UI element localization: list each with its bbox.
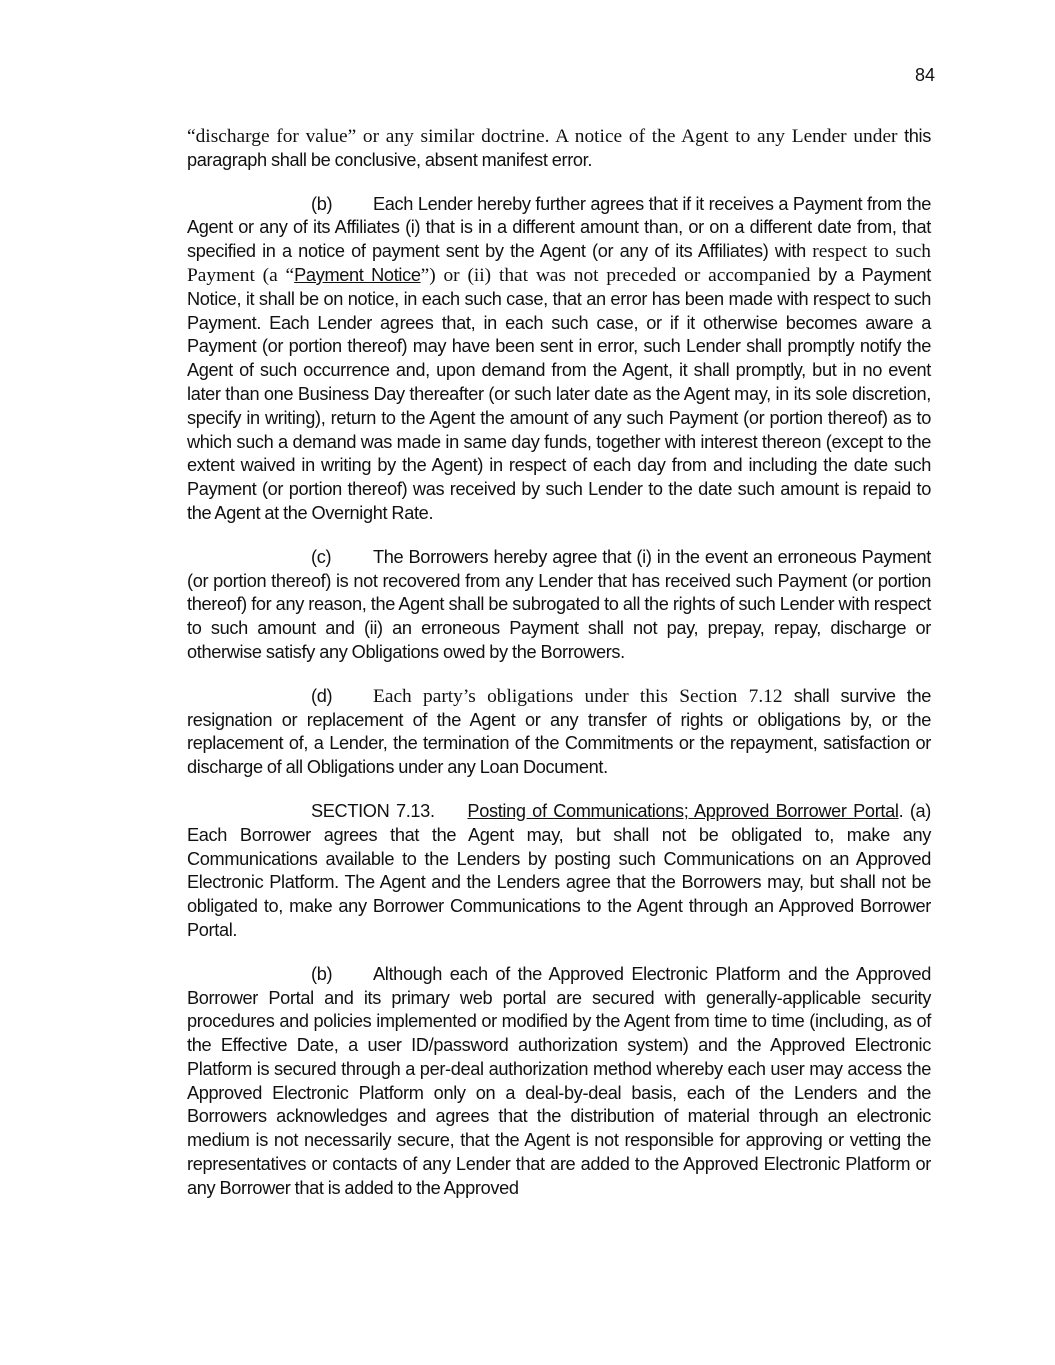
paragraph-text-serif: ”) or (ii) that was not preceded or accompanied (420, 264, 811, 286)
paragraph-text-serif: Each party’s obligations under this Section 7.12 (373, 685, 783, 707)
paragraph-label: (b) (311, 963, 333, 984)
section-heading: Posting of Communications; Approved Borrower Portal (467, 800, 899, 821)
paragraph-text-serif: respect to such Payment (a “ (187, 241, 931, 286)
paragraph-7-12-b (187, 193, 931, 526)
paragraph-text: The Borrowers hereby agree that (i) in the event an erroneous Payment (or portion thereof) is not recovered from any Lender that has received such Payment (or portion thereof) for any reason, the Agent shall be subrogated to all the rights of such Lender with respect to such amount and (ii) an erroneous Payment shall not pay, prepay, repay, discharge or otherwise satisfy any Obligations owed by the Borrowers. (187, 546, 931, 662)
document-body (187, 125, 931, 1221)
paragraph-text: (a) Each Borrower agrees that the Agent may, but shall not be obligated to, make any Communications available to the Lenders by posting such Communications on an Approved Electronic Platform. The Agent and the Lenders agree that the Borrowers may, but shall not be obligated to, make any Borrower Communications to the Agent through an Approved Borrower Portal. (187, 800, 931, 940)
paragraph-continuation (187, 125, 931, 173)
paragraph-text: Each Lender hereby further agrees that if it receives a Payment from the Agent or any of its Affiliates (i) that is in a different amount than, or on a different date from, that specified in a notice of payment sent by the Agent (or any of its Affiliates) with (187, 193, 931, 262)
paragraph-7-12-c (187, 546, 931, 665)
paragraph-label: (d) (311, 685, 333, 706)
defined-term-payment-notice: Payment Notice (294, 264, 421, 285)
paragraph-label: (b) (311, 193, 333, 214)
paragraph-text: Although each of the Approved Electronic Platform and the Approved Borrower Portal and its primary web portal are secured with generally-applicable security procedures and policies implemented or modified by the Agent from time to time (including, as of the Effective Date, a user ID/password authorization system) and the Approved Electronic Platform is secured through a per-deal authorization method whereby each user may access the Approved Electronic Platform only on a deal-by-deal basis, each of the Lenders and the Borrowers acknowledges and agrees that the distribution of material through an electronic medium is not necessarily secure, that the Agent is not responsible for approving or vetting the representatives or contacts of any Lender that are added to the Approved Electronic Platform or any Borrower that is added to the Approved (187, 963, 931, 1198)
paragraph-text: shall survive the resignation or replacement of the Agent or any transfer of rights or obligations by, or the replacement of, a Lender, the termination of the Commitments or the repayment, satisfaction or discharge of all Obligations under any Loan Document. (187, 685, 931, 778)
section-number: SECTION 7.13. (311, 800, 435, 821)
section-7-13 (187, 800, 931, 943)
paragraph-label: (c) (311, 546, 332, 567)
section-heading-period: . (898, 800, 904, 821)
paragraph-text-serif: “discharge for value” or any similar doctrine. A notice of the Agent to any Lender under (187, 126, 898, 147)
page-number: 84 (914, 65, 935, 85)
paragraph-7-13-b (187, 963, 931, 1201)
paragraph-text: this paragraph shall be conclusive, absent manifest error. (187, 126, 931, 170)
paragraph-7-12-d (187, 685, 931, 780)
paragraph-text: by a Payment Notice, it shall be on notice, in each such case, that an error has been made with respect to such Payment. Each Lender agrees that, in each such case, or if it otherwise becomes aware a Payment (or portion thereof) may have been sent in error, such Lender shall promptly notify the Agent of such occurrence and, upon demand from the Agent, it shall promptly, but in no event later than one Business Day thereafter (or such later date as the Agent may, in its sole discretion, specify in writing), return to the Agent the amount of any such Payment (or portion thereof) as to which such a demand was made in same day funds, together with interest thereon (except to the extent waived in writing by the Agent) in respect of each day from and including the date such Payment (or portion thereof) was received by such Lender to the date such amount is repaid to the Agent at the Overnight Rate. (187, 264, 931, 523)
